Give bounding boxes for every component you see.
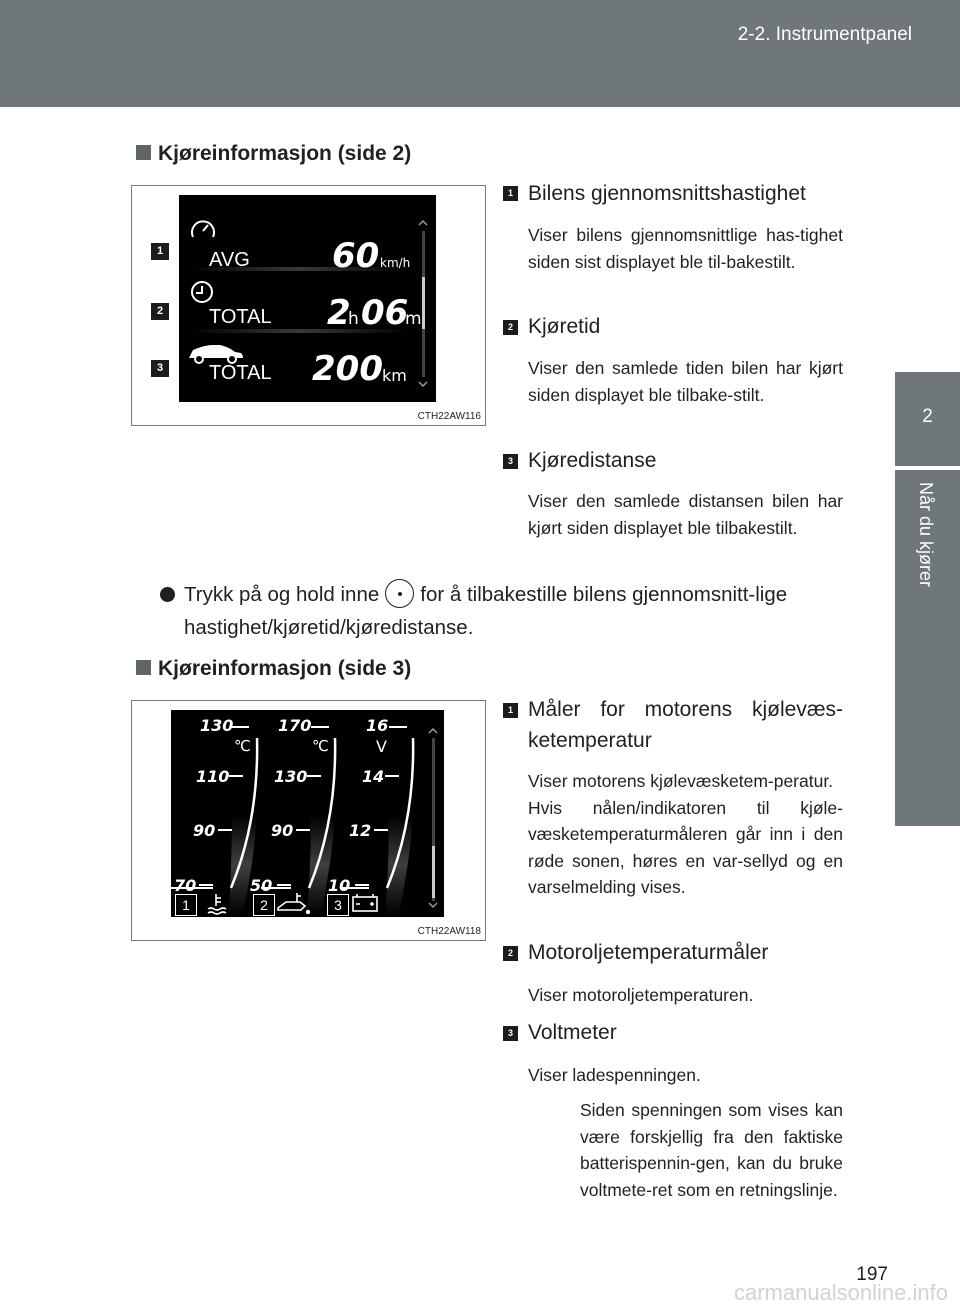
car-icon: [189, 345, 243, 363]
row1-label: AVG: [209, 249, 250, 271]
item-badge-3: 3: [503, 1026, 518, 1041]
bullet-instruction: [160, 578, 843, 644]
gauge3-tick-bottom: 10: [328, 876, 351, 895]
gauge1-tick-top: 130: [200, 716, 234, 735]
gauge3-unit: V: [376, 737, 387, 756]
row1-value: 60: [332, 236, 380, 276]
gauge2-tick-3: 90: [271, 821, 294, 840]
speedometer-icon: [192, 221, 214, 237]
item-desc-voltmeter: Viser ladespenningen.: [528, 1065, 701, 1085]
gauge1-tick-bottom: 70: [174, 876, 197, 895]
oil-temp-icon: [278, 893, 309, 913]
gauge2-tick-top: 170: [278, 716, 312, 735]
section-title: 2-2. Instrumentpanel: [737, 24, 912, 45]
gauge-display: [171, 710, 444, 917]
item-desc-drive-distance: Viser den samlede distansen bilen har kjørt siden displayet ble tilbakestilt.: [528, 491, 843, 538]
item-desc-oil-temp: Viser motoroljetemperaturen.: [528, 985, 754, 1005]
gauge2-tick-bottom: 50: [250, 876, 273, 895]
item-badge-2: 2: [503, 320, 518, 335]
section-heading-page3: [136, 657, 411, 681]
gauge-badge-3: 3: [327, 894, 349, 916]
scrollbar: [429, 729, 437, 907]
item-title-voltmeter: Voltmeter: [528, 1021, 617, 1044]
item-title-drive-distance: Kjøredistanse: [528, 449, 657, 472]
figure-badge-2: 2: [151, 303, 169, 320]
gauge2-tick-2: 130: [274, 767, 308, 786]
chapter-tab-number: [895, 372, 960, 466]
section-heading-text: Kjøreinformasjon (side 3): [158, 657, 412, 680]
figure-badge-3: 3: [151, 360, 169, 377]
section-heading-page2: [136, 142, 411, 166]
figure-drive-info-page2: [131, 185, 486, 426]
item-desc-drive-time: Viser den samlede tiden bilen har kjørt siden displayet ble tilbake-stilt.: [528, 358, 843, 405]
item-badge-2: 2: [503, 946, 518, 961]
item-badge-3: 3: [503, 454, 518, 469]
clock-icon: [192, 282, 212, 302]
voltmeter-note: Siden spenningen som vises kan være forskjellig fra den faktiske batterispennin-gen, kan du bruke voltmete-ret som en retningslinje.: [580, 1100, 843, 1200]
gauge1-tick-2: 110: [196, 767, 230, 786]
square-bullet-icon: [136, 660, 151, 675]
gauge2-unit: ℃: [312, 737, 329, 755]
row3-unit: km: [382, 366, 407, 385]
battery-icon: [353, 894, 377, 911]
gauge1-tick-3: 90: [193, 821, 216, 840]
square-bullet-icon: [136, 145, 151, 160]
row2-minutes: 06: [361, 293, 409, 333]
bullet-text-after: for å tilbakestille bilens gjennomsnitt-lige hastighet/kjøretid/kjøredistanse.: [184, 583, 788, 639]
coolant-desc-1: Viser motorens kjølevæsketem-peratur.: [528, 771, 834, 791]
coolant-temp-icon: [208, 894, 226, 914]
gauge3-tick-2: 14: [362, 767, 385, 786]
watermark: carmanualsonline.info: [733, 1280, 948, 1305]
gauge-graphics: [171, 710, 444, 917]
section-heading-text: Kjøreinformasjon (side 2): [158, 142, 412, 165]
gauge3-tick-top: 16: [366, 716, 389, 735]
row2-label: TOTAL: [209, 306, 272, 328]
item-title-drive-time: Kjøretid: [528, 315, 601, 338]
gauge-badge-2: 2: [253, 894, 275, 916]
bullet-dot-icon: [160, 587, 175, 602]
figure-code: CTH22AW118: [417, 926, 481, 937]
chapter-tab-name: [895, 470, 960, 826]
select-button-icon: [385, 579, 414, 608]
bullet-text-before: Trykk på og hold inne: [184, 583, 380, 606]
multi-info-display: [179, 195, 436, 402]
coolant-desc-2: Hvis nålen/indikatoren til kjøle-væsketemperaturmåleren går inn i den røde sonen, høres en var-sellyd og en varselmelding vises.: [528, 797, 843, 897]
item-badge-1: 1: [503, 703, 518, 718]
row2-hours: 2: [327, 293, 351, 333]
figure-code: CTH22AW116: [417, 411, 481, 422]
row3-value: 200: [312, 349, 383, 389]
gauge-badge-1: 1: [175, 894, 197, 916]
header-bar: [0, 0, 960, 107]
row2-minutes-unit: m: [405, 309, 422, 329]
item-badge-1: 1: [503, 186, 518, 201]
figure-badge-1: 1: [151, 243, 169, 260]
item-desc-coolant: [528, 768, 843, 901]
figure-drive-info-page3: [131, 700, 486, 941]
item-title-oil-temp: Motoroljetemperaturmåler: [528, 941, 769, 964]
row2-hours-unit: h: [348, 309, 359, 329]
item-title-avg-speed: Bilens gjennomsnittshastighet: [528, 182, 806, 205]
chapter-name: Når du kjører: [916, 482, 936, 588]
scrollbar: [419, 221, 427, 386]
item-desc-avg-speed: Viser bilens gjennomsnittlige has-tighet siden sist displayet ble til-bakestilt.: [528, 225, 843, 272]
chapter-number: 2: [922, 406, 933, 427]
row3-label: TOTAL: [209, 362, 272, 384]
gauge1-unit: ℃: [234, 737, 251, 755]
item-title-coolant: Måler for motorens kjølevæs-ketemperatur: [528, 698, 843, 752]
row1-unit: km/h: [380, 256, 411, 270]
gauge3-tick-3: 12: [349, 821, 372, 840]
page-number: 197: [856, 1264, 888, 1285]
